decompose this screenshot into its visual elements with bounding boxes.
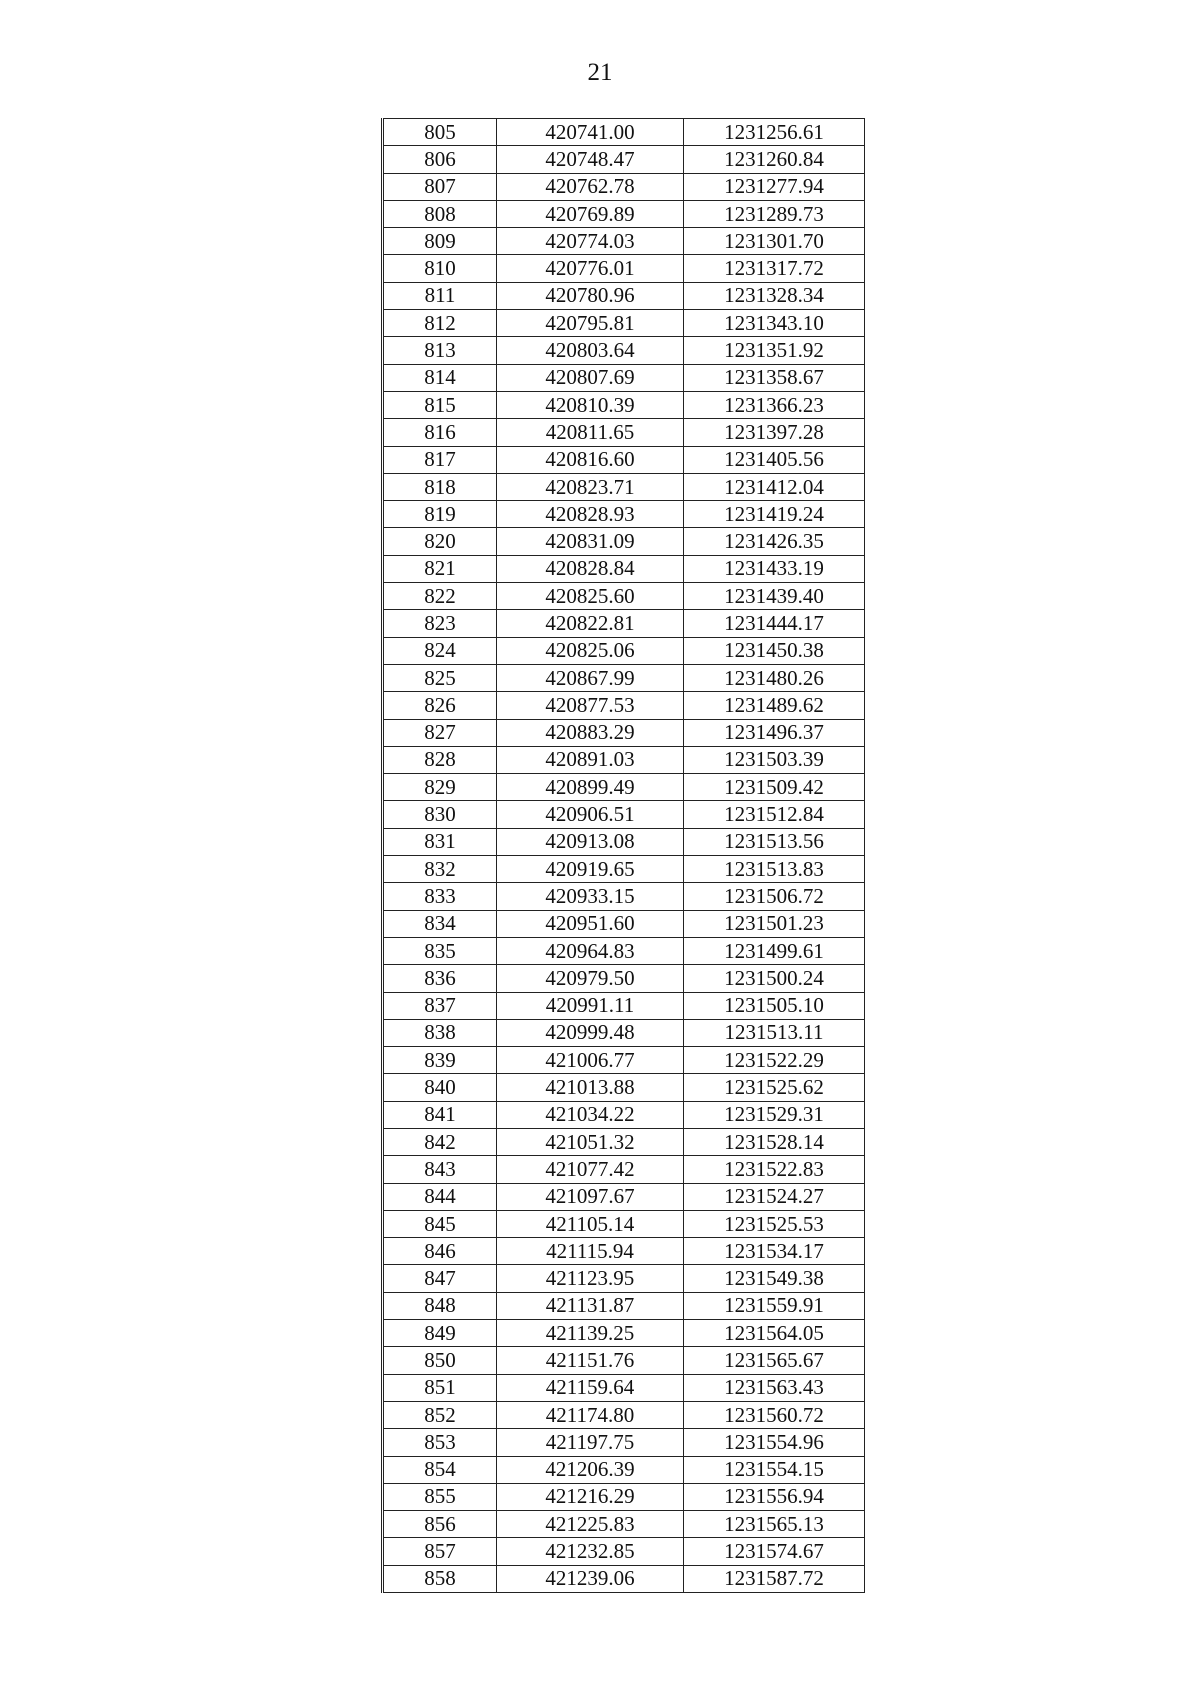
- point-number-cell: 853: [383, 1429, 497, 1456]
- table-row: [383, 528, 865, 555]
- table-row: [383, 146, 865, 173]
- x-coordinate-cell: 421034.22: [497, 1101, 684, 1128]
- x-coordinate-cell: 420906.51: [497, 801, 684, 828]
- table-row: [383, 1128, 865, 1155]
- x-coordinate-cell: 420769.89: [497, 200, 684, 227]
- y-coordinate-cell: 1231412.04: [684, 473, 865, 500]
- y-coordinate-cell: 1231501.23: [684, 910, 865, 937]
- y-coordinate-cell: 1231525.62: [684, 1074, 865, 1101]
- table-row: [383, 1156, 865, 1183]
- point-number-cell: 858: [383, 1565, 497, 1592]
- point-number-cell: 852: [383, 1401, 497, 1428]
- point-number-cell: 811: [383, 282, 497, 309]
- x-coordinate-cell: 420762.78: [497, 173, 684, 200]
- table-row: [383, 119, 865, 146]
- y-coordinate-cell: 1231554.15: [684, 1456, 865, 1483]
- point-number-cell: 808: [383, 200, 497, 227]
- y-coordinate-cell: 1231505.10: [684, 992, 865, 1019]
- x-coordinate-cell: 420825.06: [497, 637, 684, 664]
- table-row: [383, 1210, 865, 1237]
- x-coordinate-cell: 420883.29: [497, 719, 684, 746]
- x-coordinate-cell: 420774.03: [497, 228, 684, 255]
- x-coordinate-cell: 420822.81: [497, 610, 684, 637]
- table-row: [383, 664, 865, 691]
- y-coordinate-cell: 1231556.94: [684, 1483, 865, 1510]
- x-coordinate-cell: 420999.48: [497, 1019, 684, 1046]
- y-coordinate-cell: 1231513.56: [684, 828, 865, 855]
- y-coordinate-cell: 1231351.92: [684, 337, 865, 364]
- point-number-cell: 815: [383, 391, 497, 418]
- y-coordinate-cell: 1231513.83: [684, 856, 865, 883]
- table-row: [383, 1511, 865, 1538]
- table-row: [383, 746, 865, 773]
- point-number-cell: 835: [383, 937, 497, 964]
- x-coordinate-cell: 420816.60: [497, 446, 684, 473]
- table-row: [383, 1374, 865, 1401]
- table-row: [383, 828, 865, 855]
- coordinates-table-body: [383, 119, 865, 1593]
- table-row: [383, 992, 865, 1019]
- point-number-cell: 809: [383, 228, 497, 255]
- point-number-cell: 849: [383, 1320, 497, 1347]
- y-coordinate-cell: 1231499.61: [684, 937, 865, 964]
- point-number-cell: 819: [383, 501, 497, 528]
- point-number-cell: 818: [383, 473, 497, 500]
- page-number: 21: [587, 59, 613, 86]
- table-row: [383, 1401, 865, 1428]
- y-coordinate-cell: 1231503.39: [684, 746, 865, 773]
- point-number-cell: 850: [383, 1347, 497, 1374]
- y-coordinate-cell: 1231439.40: [684, 583, 865, 610]
- table-row: [383, 501, 865, 528]
- y-coordinate-cell: 1231563.43: [684, 1374, 865, 1401]
- table-row: [383, 555, 865, 582]
- y-coordinate-cell: 1231565.13: [684, 1511, 865, 1538]
- point-number-cell: 828: [383, 746, 497, 773]
- y-coordinate-cell: 1231366.23: [684, 391, 865, 418]
- point-number-cell: 816: [383, 419, 497, 446]
- point-number-cell: 817: [383, 446, 497, 473]
- table-row: [383, 1565, 865, 1592]
- x-coordinate-cell: 421013.88: [497, 1074, 684, 1101]
- y-coordinate-cell: 1231433.19: [684, 555, 865, 582]
- table-row: [383, 774, 865, 801]
- x-coordinate-cell: 421174.80: [497, 1401, 684, 1428]
- y-coordinate-cell: 1231529.31: [684, 1101, 865, 1128]
- y-coordinate-cell: 1231525.53: [684, 1210, 865, 1237]
- table-row: [383, 1483, 865, 1510]
- x-coordinate-cell: 420933.15: [497, 883, 684, 910]
- y-coordinate-cell: 1231289.73: [684, 200, 865, 227]
- table-row: [383, 937, 865, 964]
- x-coordinate-cell: 420823.71: [497, 473, 684, 500]
- y-coordinate-cell: 1231444.17: [684, 610, 865, 637]
- table-row: [383, 473, 865, 500]
- table-row: [383, 1456, 865, 1483]
- point-number-cell: 846: [383, 1238, 497, 1265]
- y-coordinate-cell: 1231426.35: [684, 528, 865, 555]
- table-row: [383, 173, 865, 200]
- y-coordinate-cell: 1231256.61: [684, 119, 865, 146]
- table-row: [383, 200, 865, 227]
- y-coordinate-cell: 1231489.62: [684, 692, 865, 719]
- point-number-cell: 823: [383, 610, 497, 637]
- x-coordinate-cell: 421131.87: [497, 1292, 684, 1319]
- point-number-cell: 840: [383, 1074, 497, 1101]
- point-number-cell: 814: [383, 364, 497, 391]
- y-coordinate-cell: 1231317.72: [684, 255, 865, 282]
- table-row: [383, 1101, 865, 1128]
- x-coordinate-cell: 420991.11: [497, 992, 684, 1019]
- point-number-cell: 812: [383, 310, 497, 337]
- x-coordinate-cell: 421197.75: [497, 1429, 684, 1456]
- point-number-cell: 834: [383, 910, 497, 937]
- point-number-cell: 821: [383, 555, 497, 582]
- x-coordinate-cell: 420877.53: [497, 692, 684, 719]
- y-coordinate-cell: 1231587.72: [684, 1565, 865, 1592]
- x-coordinate-cell: 420803.64: [497, 337, 684, 364]
- y-coordinate-cell: 1231500.24: [684, 965, 865, 992]
- y-coordinate-cell: 1231528.14: [684, 1128, 865, 1155]
- x-coordinate-cell: 420828.93: [497, 501, 684, 528]
- point-number-cell: 854: [383, 1456, 497, 1483]
- x-coordinate-cell: 420825.60: [497, 583, 684, 610]
- table-row: [383, 856, 865, 883]
- x-coordinate-cell: 420741.00: [497, 119, 684, 146]
- table-row: [383, 419, 865, 446]
- y-coordinate-cell: 1231513.11: [684, 1019, 865, 1046]
- x-coordinate-cell: 420795.81: [497, 310, 684, 337]
- table-row: [383, 1292, 865, 1319]
- x-coordinate-cell: 420811.65: [497, 419, 684, 446]
- y-coordinate-cell: 1231301.70: [684, 228, 865, 255]
- y-coordinate-cell: 1231260.84: [684, 146, 865, 173]
- table-row: [383, 1074, 865, 1101]
- table-row: [383, 446, 865, 473]
- table-row: [383, 1019, 865, 1046]
- x-coordinate-cell: 421151.76: [497, 1347, 684, 1374]
- point-number-cell: 805: [383, 119, 497, 146]
- point-number-cell: 825: [383, 664, 497, 691]
- point-number-cell: 845: [383, 1210, 497, 1237]
- table-row: [383, 692, 865, 719]
- x-coordinate-cell: 420964.83: [497, 937, 684, 964]
- point-number-cell: 857: [383, 1538, 497, 1565]
- x-coordinate-cell: 420979.50: [497, 965, 684, 992]
- x-coordinate-cell: 420776.01: [497, 255, 684, 282]
- x-coordinate-cell: 420951.60: [497, 910, 684, 937]
- table-row: [383, 1347, 865, 1374]
- point-number-cell: 813: [383, 337, 497, 364]
- table-row: [383, 1238, 865, 1265]
- x-coordinate-cell: 421216.29: [497, 1483, 684, 1510]
- point-number-cell: 807: [383, 173, 497, 200]
- y-coordinate-cell: 1231509.42: [684, 774, 865, 801]
- point-number-cell: 810: [383, 255, 497, 282]
- x-coordinate-cell: 421159.64: [497, 1374, 684, 1401]
- coordinates-table: [381, 118, 865, 1593]
- point-number-cell: 843: [383, 1156, 497, 1183]
- y-coordinate-cell: 1231549.38: [684, 1265, 865, 1292]
- table-row: [383, 310, 865, 337]
- y-coordinate-cell: 1231559.91: [684, 1292, 865, 1319]
- x-coordinate-cell: 420919.65: [497, 856, 684, 883]
- table-row: [383, 1429, 865, 1456]
- table-row: [383, 364, 865, 391]
- table-row: [383, 910, 865, 937]
- table-row: [383, 583, 865, 610]
- x-coordinate-cell: 421077.42: [497, 1156, 684, 1183]
- x-coordinate-cell: 420748.47: [497, 146, 684, 173]
- x-coordinate-cell: 420810.39: [497, 391, 684, 418]
- x-coordinate-cell: 421051.32: [497, 1128, 684, 1155]
- x-coordinate-cell: 421139.25: [497, 1320, 684, 1347]
- x-coordinate-cell: 420913.08: [497, 828, 684, 855]
- table-row: [383, 282, 865, 309]
- y-coordinate-cell: 1231522.83: [684, 1156, 865, 1183]
- point-number-cell: 836: [383, 965, 497, 992]
- x-coordinate-cell: 421239.06: [497, 1565, 684, 1592]
- point-number-cell: 832: [383, 856, 497, 883]
- table-row: [383, 883, 865, 910]
- y-coordinate-cell: 1231564.05: [684, 1320, 865, 1347]
- y-coordinate-cell: 1231343.10: [684, 310, 865, 337]
- x-coordinate-cell: 420828.84: [497, 555, 684, 582]
- x-coordinate-cell: 420867.99: [497, 664, 684, 691]
- point-number-cell: 838: [383, 1019, 497, 1046]
- x-coordinate-cell: 421206.39: [497, 1456, 684, 1483]
- point-number-cell: 824: [383, 637, 497, 664]
- table-row: [383, 637, 865, 664]
- table-row: [383, 610, 865, 637]
- point-number-cell: 851: [383, 1374, 497, 1401]
- y-coordinate-cell: 1231277.94: [684, 173, 865, 200]
- table-row: [383, 801, 865, 828]
- point-number-cell: 806: [383, 146, 497, 173]
- table-row: [383, 1183, 865, 1210]
- y-coordinate-cell: 1231328.34: [684, 282, 865, 309]
- table-row: [383, 337, 865, 364]
- x-coordinate-cell: 421097.67: [497, 1183, 684, 1210]
- point-number-cell: 829: [383, 774, 497, 801]
- x-coordinate-cell: 421105.14: [497, 1210, 684, 1237]
- y-coordinate-cell: 1231560.72: [684, 1401, 865, 1428]
- y-coordinate-cell: 1231534.17: [684, 1238, 865, 1265]
- table-row: [383, 228, 865, 255]
- x-coordinate-cell: 420780.96: [497, 282, 684, 309]
- table-row: [383, 719, 865, 746]
- point-number-cell: 820: [383, 528, 497, 555]
- point-number-cell: 822: [383, 583, 497, 610]
- x-coordinate-cell: 420831.09: [497, 528, 684, 555]
- x-coordinate-cell: 420891.03: [497, 746, 684, 773]
- table-row: [383, 1265, 865, 1292]
- y-coordinate-cell: 1231450.38: [684, 637, 865, 664]
- table-row: [383, 965, 865, 992]
- x-coordinate-cell: 420899.49: [497, 774, 684, 801]
- point-number-cell: 827: [383, 719, 497, 746]
- point-number-cell: 839: [383, 1047, 497, 1074]
- point-number-cell: 842: [383, 1128, 497, 1155]
- point-number-cell: 826: [383, 692, 497, 719]
- x-coordinate-cell: 421123.95: [497, 1265, 684, 1292]
- point-number-cell: 837: [383, 992, 497, 1019]
- x-coordinate-cell: 421225.83: [497, 1511, 684, 1538]
- y-coordinate-cell: 1231524.27: [684, 1183, 865, 1210]
- point-number-cell: 844: [383, 1183, 497, 1210]
- x-coordinate-cell: 421006.77: [497, 1047, 684, 1074]
- point-number-cell: 856: [383, 1511, 497, 1538]
- point-number-cell: 848: [383, 1292, 497, 1319]
- point-number-cell: 833: [383, 883, 497, 910]
- x-coordinate-cell: 421232.85: [497, 1538, 684, 1565]
- point-number-cell: 847: [383, 1265, 497, 1292]
- table-row: [383, 391, 865, 418]
- y-coordinate-cell: 1231358.67: [684, 364, 865, 391]
- table-row: [383, 1320, 865, 1347]
- y-coordinate-cell: 1231496.37: [684, 719, 865, 746]
- y-coordinate-cell: 1231574.67: [684, 1538, 865, 1565]
- table-row: [383, 1047, 865, 1074]
- y-coordinate-cell: 1231405.56: [684, 446, 865, 473]
- x-coordinate-cell: 420807.69: [497, 364, 684, 391]
- table-row: [383, 1538, 865, 1565]
- y-coordinate-cell: 1231565.67: [684, 1347, 865, 1374]
- point-number-cell: 830: [383, 801, 497, 828]
- y-coordinate-cell: 1231419.24: [684, 501, 865, 528]
- point-number-cell: 841: [383, 1101, 497, 1128]
- x-coordinate-cell: 421115.94: [497, 1238, 684, 1265]
- y-coordinate-cell: 1231506.72: [684, 883, 865, 910]
- y-coordinate-cell: 1231512.84: [684, 801, 865, 828]
- y-coordinate-cell: 1231554.96: [684, 1429, 865, 1456]
- point-number-cell: 855: [383, 1483, 497, 1510]
- y-coordinate-cell: 1231397.28: [684, 419, 865, 446]
- table-row: [383, 255, 865, 282]
- point-number-cell: 831: [383, 828, 497, 855]
- y-coordinate-cell: 1231522.29: [684, 1047, 865, 1074]
- y-coordinate-cell: 1231480.26: [684, 664, 865, 691]
